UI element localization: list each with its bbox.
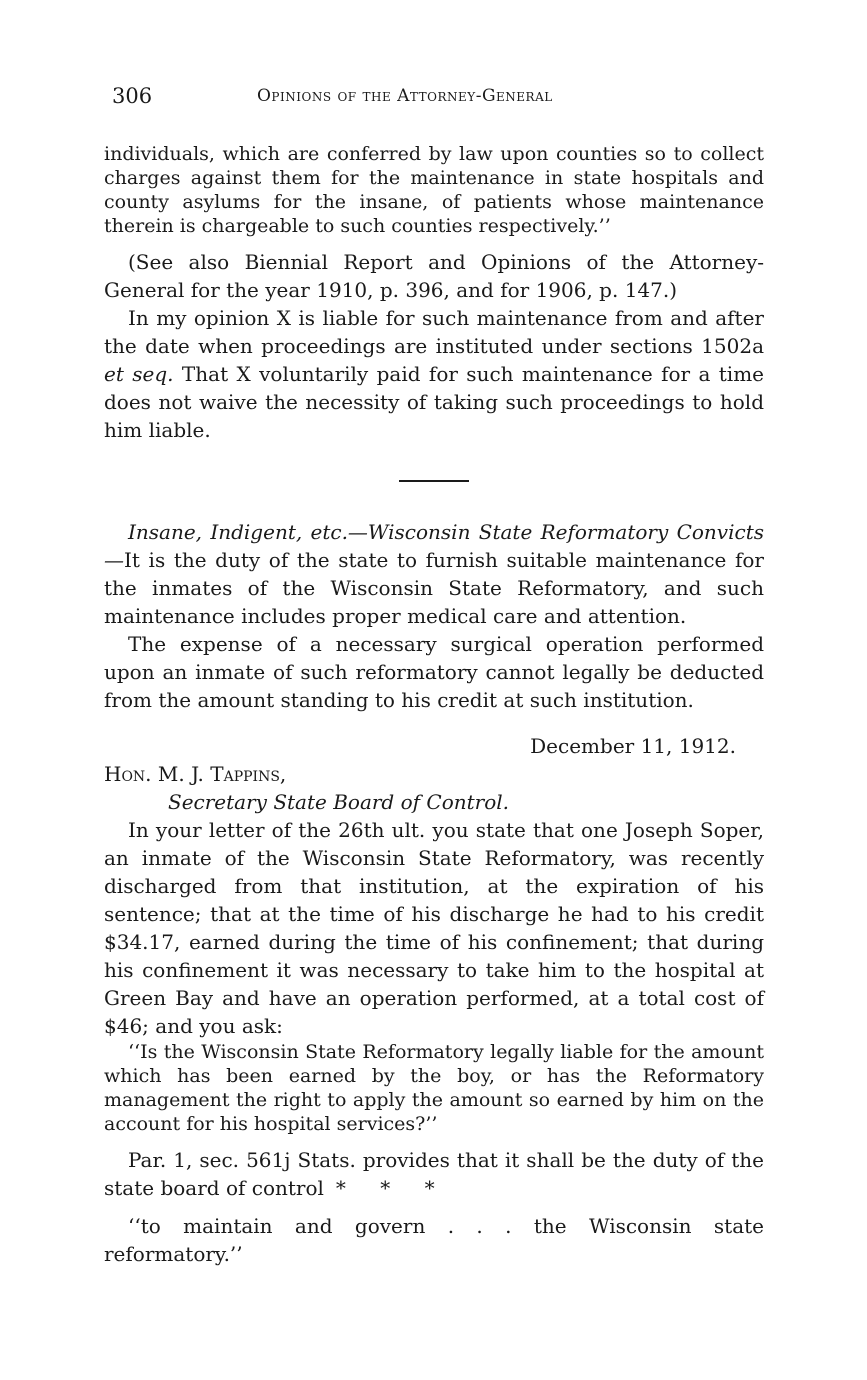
letter-paragraph-1: In your letter of the 26th ult. you state that one Joseph Soper, an inmate of the Wisconsin State Reformatory, was recently discharged from that institution, at the expiration of his sentence; that at the time of his discharge he had to his credit $34.17, earned during the time of his confinement; that during his confinement it was necessary to take him to the hospital at Green Bay and have an operation performed, at a total cost of $46; and you ask: (104, 818, 764, 1038)
ellipsis-stars: * * * (335, 1176, 449, 1200)
quote-continuation: individuals, which are conferred by law upon counties so to collect charges against them for the maintenance in state hospitals and county asylums for the insane, of patients whose maintenance therein is chargeable to such counties respectively.’’ (104, 143, 764, 237)
addressee: Hon. M. J. Tappins, (104, 762, 287, 786)
headnote-topic: Insane, Indigent, etc.—Wisconsin State Reformatory Convicts— (104, 520, 764, 572)
question-quote: ‘‘Is the Wisconsin State Reformatory legally liable for the amount which has been earned by the boy, or has the Reformatory management the right to apply the amount so earned by him on the account for his hospital services?’’ (104, 1041, 764, 1135)
opinion-paragraph (104, 304, 764, 444)
section-divider (399, 480, 469, 482)
page-body (104, 142, 764, 1268)
statute-quote: ‘‘to maintain and govern . . . the Wisconsin state reformatory.’’ (104, 1214, 764, 1266)
page-header (112, 84, 762, 114)
running-title: Opinions of the Attorney-General (257, 86, 553, 106)
see-also-reference: (See also Biennial Report and Opinions of the Attorney-General for the year 1910, p. 396, and for 1906, p. 147.) (104, 250, 764, 302)
headnote-paragraph-2: The expense of a necessary surgical operation performed upon an inmate of such reformatory cannot legally be deducted from the amount standing to his credit at such institution. (104, 632, 764, 712)
headnote-text-1: It is the duty of the state to furnish suitable maintenance for the inmates of the Wisconsin State Reformatory, and such maintenance includes proper medical care and attention. (104, 548, 764, 628)
statute-paragraph (104, 1146, 764, 1202)
statute-text: Par. 1, sec. 561j Stats. provides that it shall be the duty of the state board of control (104, 1148, 764, 1200)
opinion-text-1: In my opinion X is liable for such maintenance from and after the date when proceedings are instituted under sections 1502a (104, 306, 764, 358)
opinion-text-2: That X voluntarily paid for such maintenance for a time does not waive the necessity of taking such proceedings to hold him liable. (104, 362, 765, 442)
headnote-paragraph-1 (104, 518, 764, 630)
letter-date: December 11, 1912. (530, 734, 736, 758)
page-number: 306 (112, 84, 153, 108)
addressee-title: Secretary State Board of Control. (168, 790, 510, 814)
et-seq: et seq. (104, 362, 174, 386)
